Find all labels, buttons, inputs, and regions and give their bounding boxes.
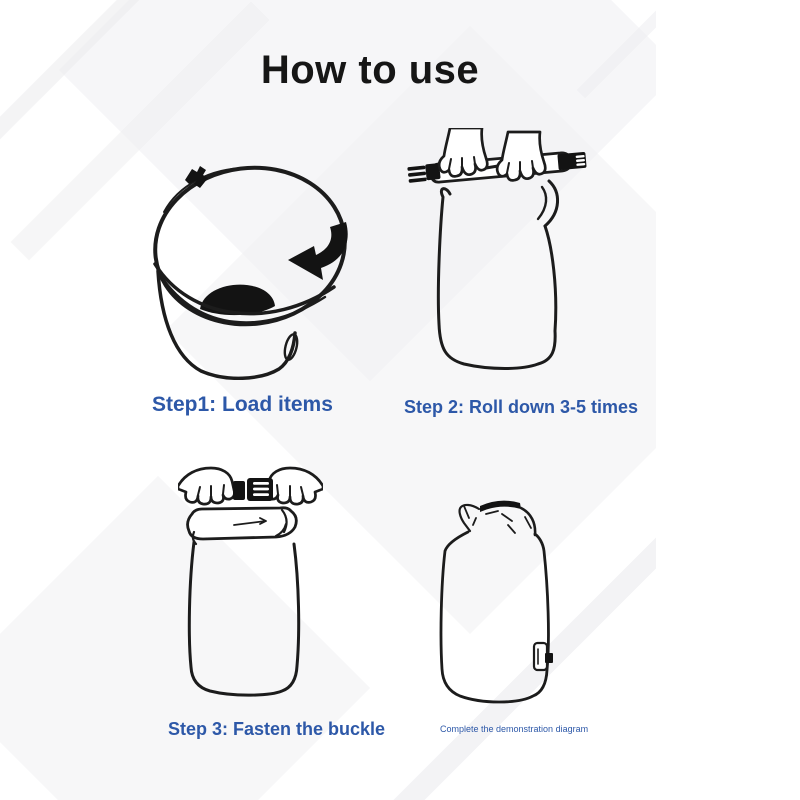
- buckle-female-end-icon: [557, 152, 586, 170]
- step3-illustration: [178, 462, 323, 707]
- step1-illustration: [128, 140, 358, 385]
- step1-label: Step1: Load items: [152, 393, 333, 416]
- right-hand: [267, 468, 324, 504]
- step2-label: Step 2: Roll down 3-5 times: [404, 397, 639, 417]
- finished-dry-bag-drawing: [438, 492, 560, 707]
- right-hand: [497, 132, 545, 180]
- step4-illustration: [438, 492, 560, 712]
- step2-illustration: [400, 128, 630, 378]
- left-hand: [439, 128, 487, 176]
- left-hand: [178, 468, 235, 504]
- bag-opening-shadow: [200, 285, 275, 315]
- buckle-clasp-icon: [233, 478, 273, 501]
- page-title: How to use: [260, 48, 480, 92]
- side-valve: [534, 643, 553, 670]
- hands-rolling-bag-drawing: [400, 128, 630, 373]
- step4-label: Complete the demonstration diagram: [440, 724, 589, 734]
- hands-fastening-buckle-drawing: [178, 462, 323, 702]
- step3-label: Step 3: Fasten the buckle: [168, 719, 386, 739]
- open-bag-top-view-drawing: [128, 140, 358, 380]
- rolled-closure-top: [480, 501, 521, 512]
